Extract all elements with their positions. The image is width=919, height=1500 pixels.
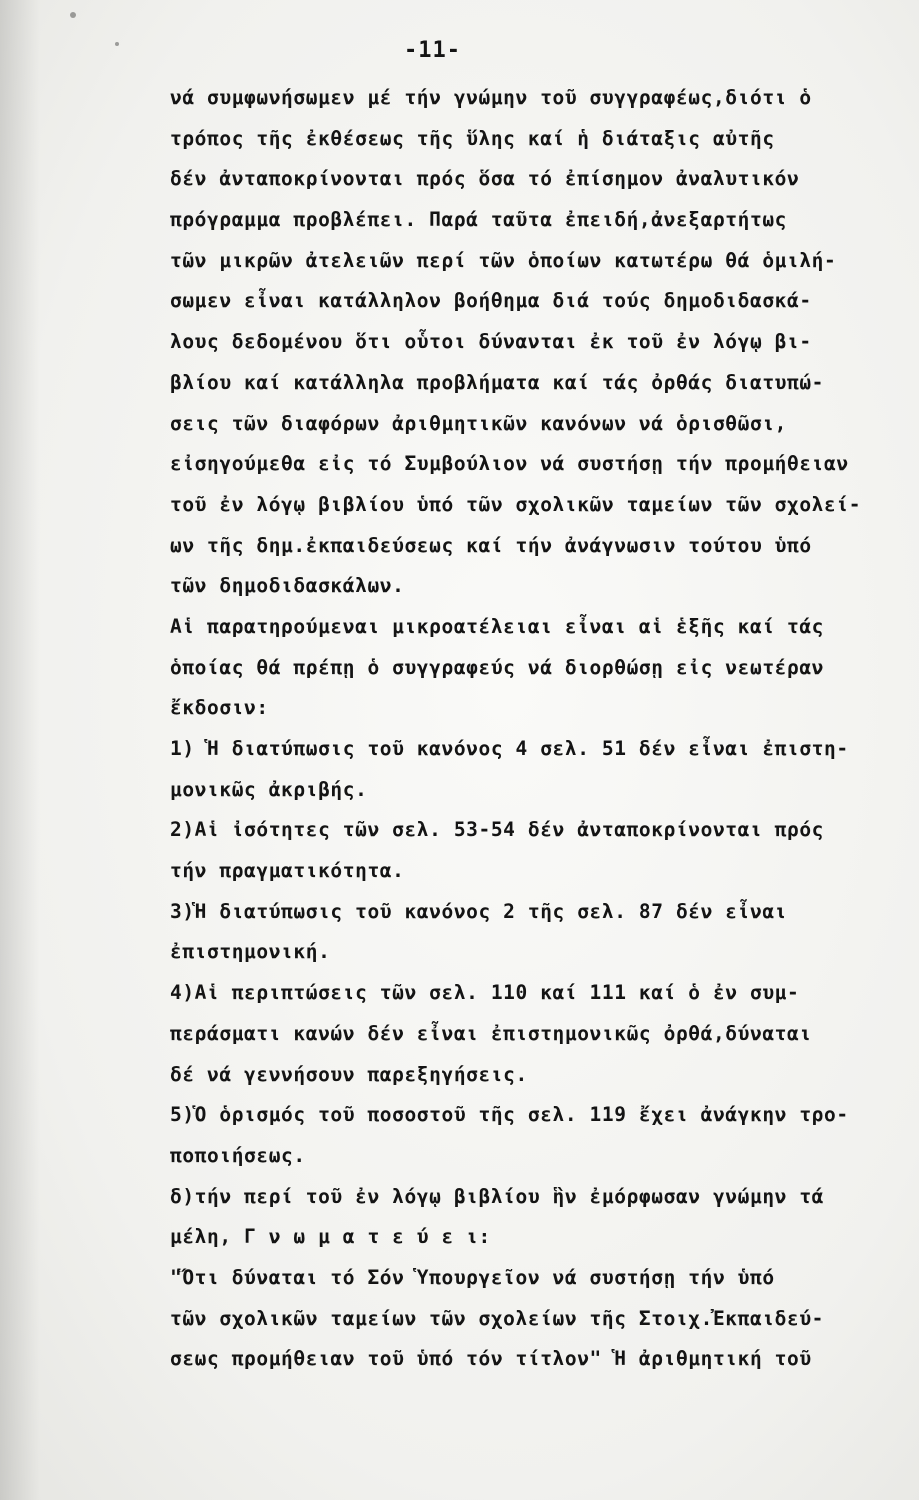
- list-item-3: 3)Ἡ διατύπωσις τοῦ κανόνος 2 τῆς σελ. 87 δέν εἶναι: [170, 899, 787, 923]
- text-line: νά συμφωνήσωμεν μέ τήν γνώμην τοῦ συγγραφέως,διότι ὁ: [170, 86, 812, 109]
- text-line: δέ νά γεννήσουν παρεξηγήσεις.: [170, 1062, 528, 1086]
- text-line: τῶν μικρῶν ἀτελειῶν περί τῶν ὁποίων κατωτέρω θά ὁμιλή-: [170, 248, 837, 272]
- text-line: τήν πραγματικότητα.: [170, 859, 405, 883]
- text-line: σεως προμήθειαν τοῦ ὑπό τόν τίτλον" Ἡ ἀριθμητική τοῦ: [170, 1347, 812, 1371]
- list-item-4: 4)Αἱ περιπτώσεις τῶν σελ. 110 καί 111 καί ὁ ἐν συμ-: [170, 981, 800, 1005]
- text-line: ποποιήσεως.: [170, 1143, 306, 1167]
- text-line: δέν ἀνταποκρίνονται πρός ὅσα τό ἐπίσημον ἀναλυτικόν: [170, 167, 800, 191]
- text-line: ων τῆς δημ.ἐκπαιδεύσεως καί τήν ἀνάγνωσιν τούτου ὑπό: [170, 533, 812, 557]
- typed-body-text: [170, 78, 900, 1380]
- text-line: ἔκδοσιν:: [170, 696, 269, 720]
- text-line: τῶν σχολικῶν ταμείων τῶν σχολείων τῆς Στοιχ.Ἐκπαιδεύ-: [170, 1306, 825, 1330]
- text-line: λους δεδομένου ὅτι οὗτοι δύνανται ἐκ τοῦ ἐν λόγῳ βι-: [170, 330, 812, 354]
- text-line: σεις τῶν διαφόρων ἀριθμητικῶν κανόνων νά ὁρισθῶσι,: [170, 411, 787, 435]
- text-line: βλίου καί κατάλληλα προβλήματα καί τάς ὀρθάς διατυπώ-: [170, 370, 825, 394]
- scan-speck: [70, 12, 76, 18]
- page-number: -11-: [404, 38, 461, 63]
- list-item-1: 1) Ἡ διατύπωσις τοῦ κανόνος 4 σελ. 51 δέν εἶναι ἐπιστη-: [170, 737, 849, 760]
- text-line: τῶν δημοδιδασκάλων.: [170, 574, 405, 598]
- text-line: "Ὅτι δύναται τό Σόν Ὑπουργεῖον νά συστήσῃ τήν ὑπό: [170, 1265, 775, 1289]
- text-line: Αἱ παρατηρούμεναι μικροατέλειαι εἶναι αἱ ἑξῆς καί τάς: [170, 614, 825, 638]
- scan-speck: [115, 42, 119, 46]
- list-item-2: 2)Αἱ ἰσότητες τῶν σελ. 53-54 δέν ἀνταποκρίνονται πρός: [170, 818, 825, 842]
- text-line: δ)τήν περί τοῦ ἐν λόγῳ βιβλίου ἣν ἐμόρφωσαν γνώμην τά: [170, 1184, 825, 1208]
- text-line: σωμεν εἶναι κατάλληλον βοήθημα διά τούς δημοδιδασκά-: [170, 289, 812, 313]
- text-line: τοῦ ἐν λόγῳ βιβλίου ὑπό τῶν σχολικῶν ταμείων τῶν σχολεί-: [170, 492, 862, 516]
- list-item-5: 5)Ὁ ὁρισμός τοῦ ποσοστοῦ τῆς σελ. 119 ἔχει ἀνάγκην τρο-: [170, 1103, 849, 1127]
- text-line: μέλη, Γ ν ω μ α τ ε ύ ε ι:: [170, 1225, 491, 1249]
- text-line: ὁποίας θά πρέπῃ ὁ συγγραφεύς νά διορθώσῃ εἰς νεωτέραν: [170, 655, 825, 679]
- text-line: τρόπος τῆς ἐκθέσεως τῆς ὕλης καί ἡ διάταξις αὐτῆς: [170, 126, 775, 150]
- text-line: ἐπιστημονική.: [170, 940, 331, 964]
- text-line: εἰσηγούμεθα εἰς τό Συμβούλιον νά συστήσῃ τήν προμήθειαν: [170, 452, 849, 476]
- scan-edge-shadow: [0, 0, 40, 1500]
- text-line: μονικῶς ἀκριβής.: [170, 777, 368, 801]
- text-line: περάσματι κανών δέν εἶναι ἐπιστημονικῶς ὀρθά,δύναται: [170, 1021, 812, 1045]
- text-line: πρόγραμμα προβλέπει. Παρά ταῦτα ἐπειδή,ἀνεξαρτήτως: [170, 208, 787, 232]
